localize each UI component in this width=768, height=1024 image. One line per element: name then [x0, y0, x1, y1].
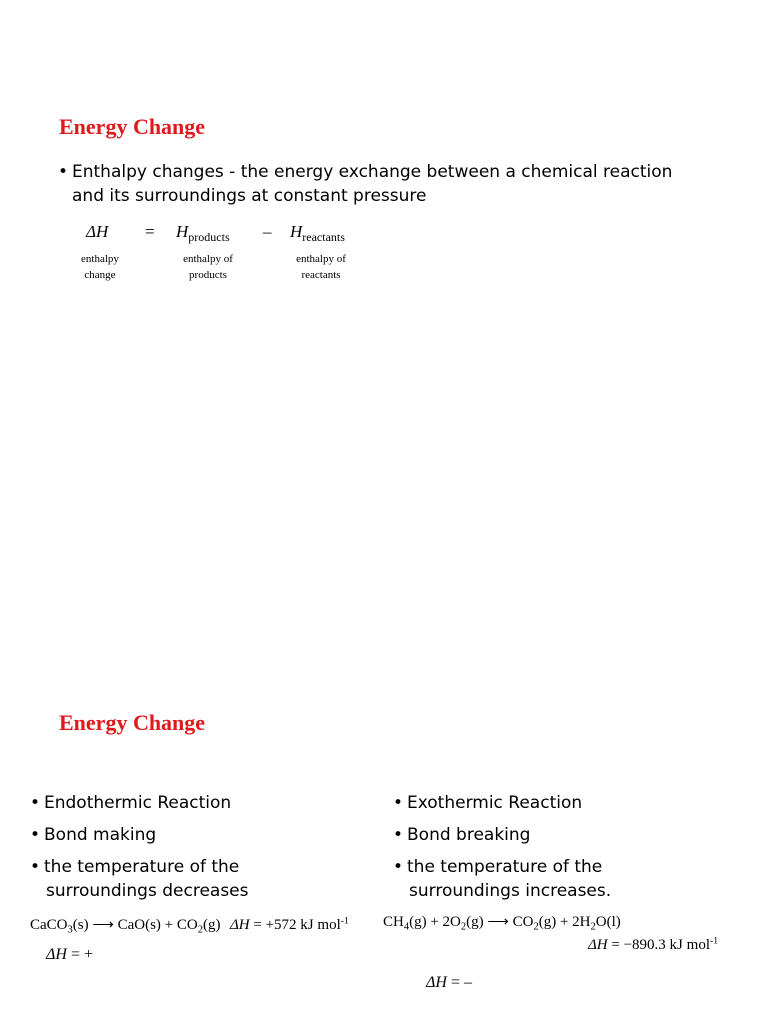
slide1-title: Energy Change: [59, 114, 206, 139]
equation-equals: =: [145, 222, 155, 241]
slide2-title: Energy Change: [59, 710, 206, 735]
left-reaction-equation: CaCO$_3$(s) ⟶ $CaO(s) + CO_2(g)$: [30, 917, 221, 936]
right-bullet-temperature: • the temperature of the: [393, 857, 603, 877]
right-reaction-delta-h: ΔH = −890.3 kJ mol$^{-1}$: [588, 935, 719, 953]
equation-h-reactants: $H_{reactants}$: [290, 222, 345, 245]
bullet-dot: •: [30, 825, 41, 845]
bullet-dot: •: [393, 793, 404, 813]
equation-delta-h: ΔH: [86, 222, 109, 241]
left-reaction-delta-h: ΔH = +572 kJ mol$^{-1}$: [230, 915, 349, 933]
caption-enthalpy-products: enthalpy of products: [183, 253, 233, 281]
caption-enthalpy-change: enthalpy change: [81, 253, 119, 281]
bullet-dot: •: [393, 857, 404, 877]
bullet-dot: •: [393, 825, 404, 845]
left-bullet-bond-making: • Bond making: [30, 825, 157, 845]
right-delta-h-sign: ΔH = –: [426, 974, 472, 991]
slide1-bullet: [58, 160, 672, 184]
left-bullet-endothermic: • Endothermic Reaction: [30, 793, 232, 813]
right-bullet-exothermic: • Exothermic Reaction: [393, 793, 583, 813]
left-delta-h-sign: ΔH = +: [46, 946, 93, 963]
bullet-dot: •: [30, 793, 41, 813]
left-bullet-temperature: • the temperature of the: [30, 857, 240, 877]
caption-enthalpy-reactants: enthalpy of reactants: [296, 253, 346, 281]
bullet-text-line1: Enthalpy changes - the energy exchange between a chemical reaction: [72, 162, 673, 182]
right-reaction-equation: $CH_4(g) + 2O_2(g)$ ⟶ $CO_2(g) + 2H_2O(l)$: [383, 914, 621, 933]
left-bullet-temperature-cont: surroundings decreases: [46, 881, 249, 901]
bullet-text-line2: and its surroundings at constant pressure: [72, 186, 427, 206]
bullet-dot: •: [58, 162, 69, 182]
equation-minus: –: [263, 222, 272, 241]
bullet-dot: •: [30, 857, 41, 877]
right-bullet-temperature-cont: surroundings increases.: [409, 881, 612, 901]
right-bullet-bond-breaking: • Bond breaking: [393, 825, 531, 845]
equation-h-products: $H_{products}$: [176, 222, 230, 245]
